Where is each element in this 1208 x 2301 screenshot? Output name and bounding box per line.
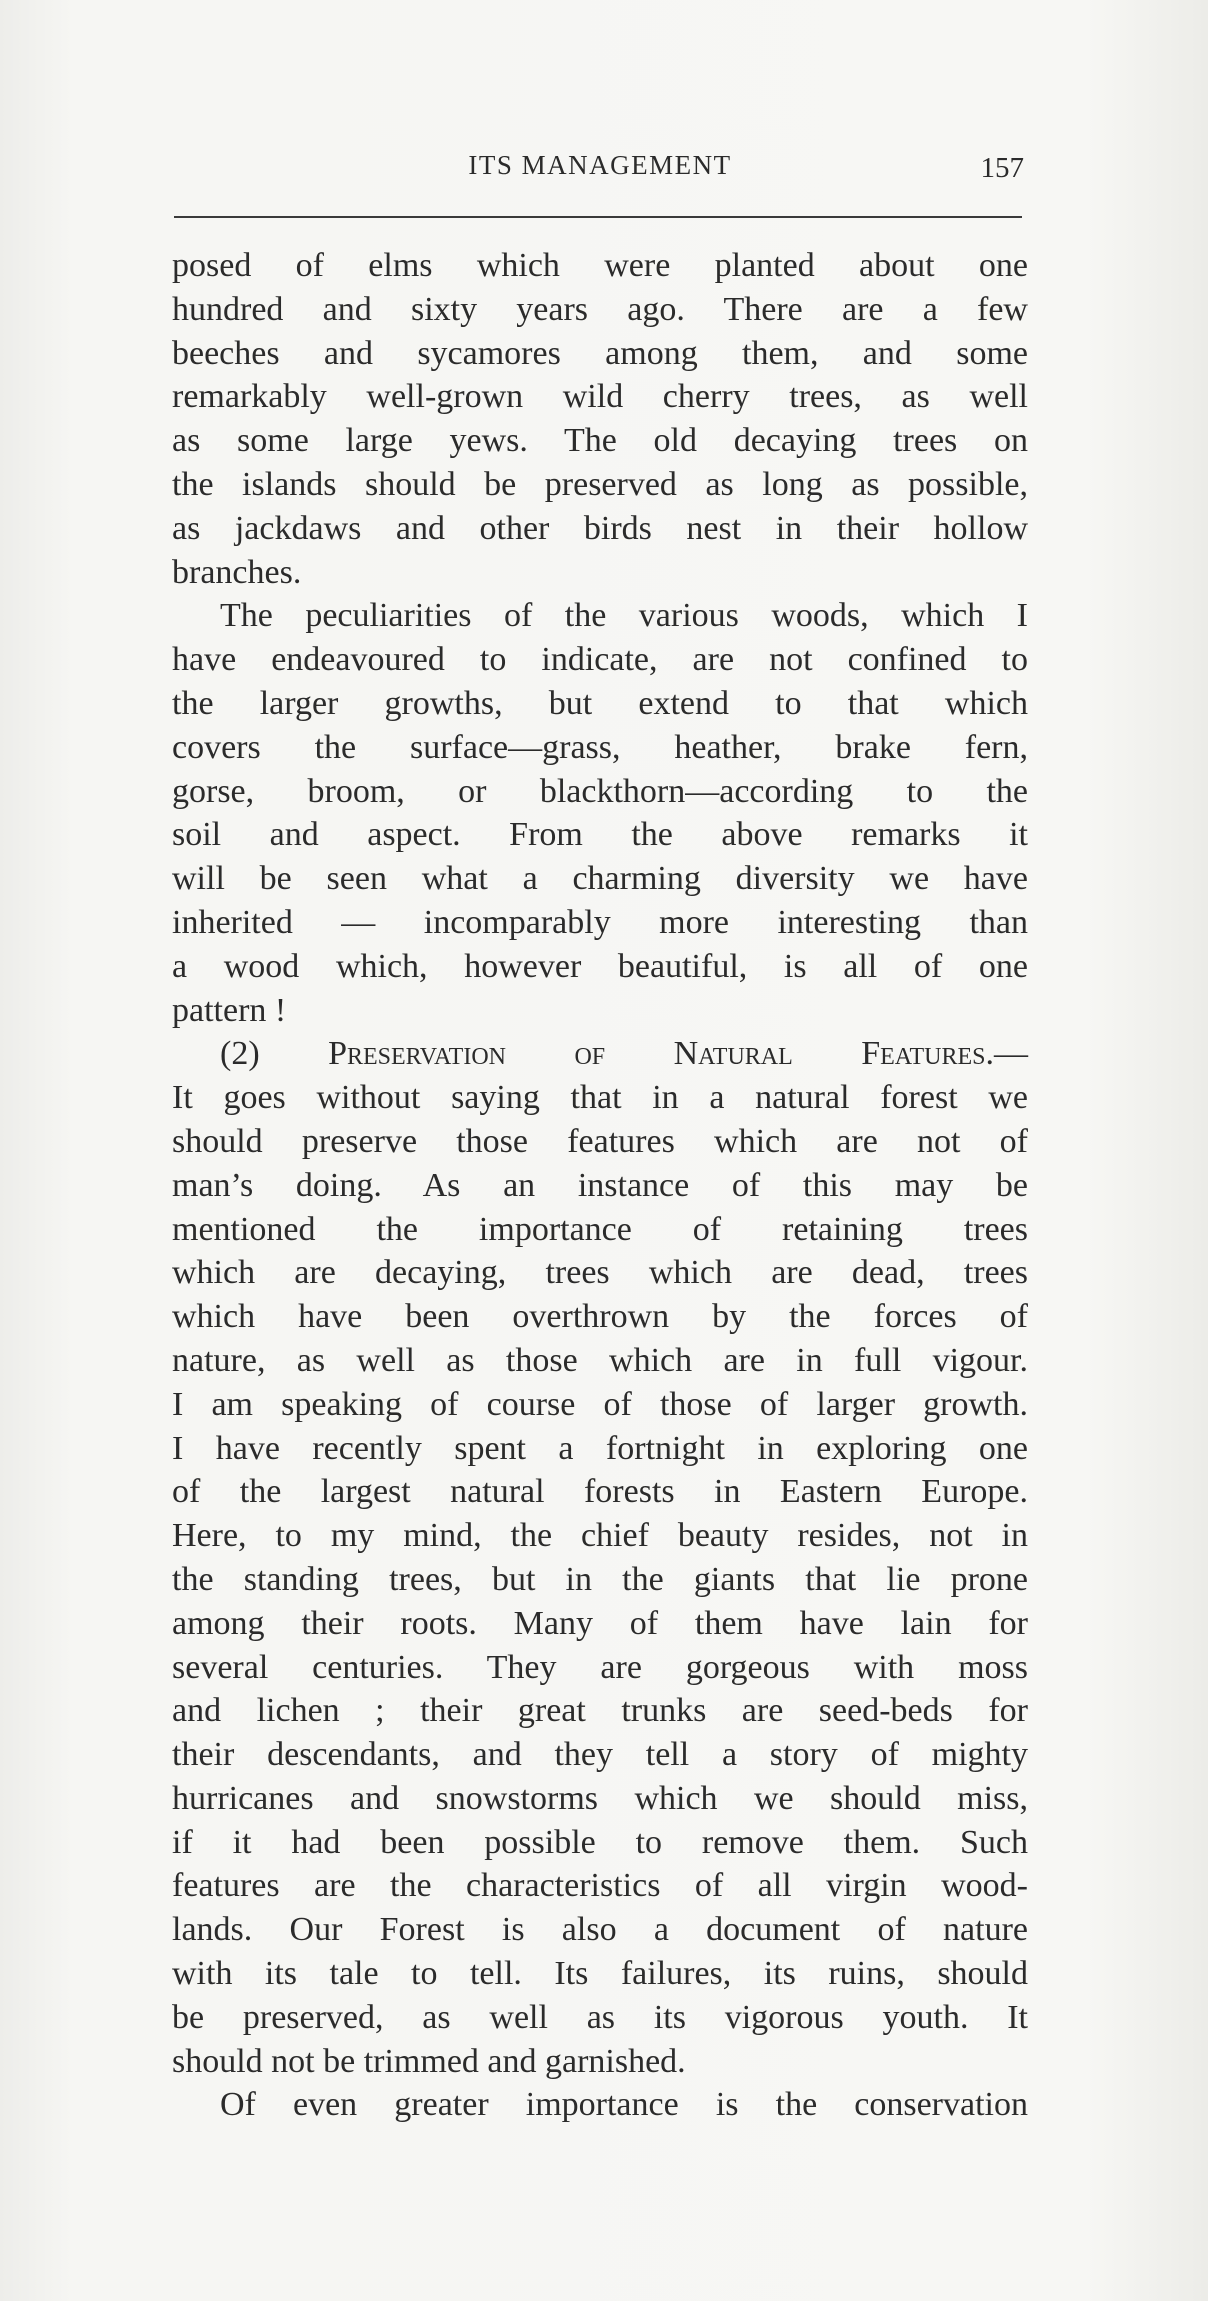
text-line: the islands should be preserved as long as possible, — [172, 465, 1028, 503]
text-line: with its tale to tell. Its failures, its ruins, should — [172, 1955, 1028, 1993]
text-line: the larger growths, but extend to that which — [172, 684, 1028, 722]
text-line: features are the characteristics of all virgin wood- — [172, 1867, 1028, 1905]
text-line: mentioned the importance of retaining trees — [172, 1210, 1028, 1248]
text-line: gorse, broom, or blackthorn—according to the — [172, 772, 1028, 810]
text-line: Here, to my mind, the chief beauty resides, not in — [172, 1517, 1028, 1555]
text-line: should preserve those features which are not of — [172, 1122, 1028, 1160]
text-line: be preserved, as well as its vigorous youth. It — [172, 1998, 1028, 2036]
text-line: I am speaking of course of those of larger growth. — [172, 1385, 1028, 1423]
text-line: if it had been possible to remove them. Such — [172, 1823, 1028, 1861]
text-line: have endeavoured to indicate, are not confined to — [172, 641, 1028, 679]
text-line: as jackdaws and other birds nest in their hollow — [172, 509, 1028, 547]
text-line: remarkably well-grown wild cherry trees, as well — [172, 378, 1028, 416]
body-text — [172, 244, 1028, 2127]
text-line: which have been overthrown by the forces of — [172, 1298, 1028, 1336]
text-line: of the largest natural forests in Eastern Europe. — [172, 1473, 1028, 1511]
text-line: their descendants, and they tell a story of mighty — [172, 1736, 1028, 1774]
text-line: among their roots. Many of them have lain for — [172, 1604, 1028, 1642]
text-line: several centuries. They are gorgeous with moss — [172, 1648, 1028, 1686]
page-number: 157 — [980, 152, 1024, 184]
text-line: hundred and sixty years ago. There are a few — [172, 290, 1028, 328]
text-line: hurricanes and snowstorms which we should miss, — [172, 1779, 1028, 1817]
header-rule — [174, 216, 1022, 218]
text-line: beeches and sycamores among them, and some — [172, 334, 1028, 372]
running-title: ITS MANAGEMENT — [468, 150, 732, 180]
text-line: soil and aspect. From the above remarks it — [172, 816, 1028, 854]
text-line: and lichen ; their great trunks are seed-beds for — [172, 1692, 1028, 1730]
page-header — [170, 150, 1030, 192]
text-line: should not be trimmed and garnished. — [172, 2042, 686, 2080]
text-line: man’s doing. As an instance of this may be — [172, 1166, 1028, 1204]
section-heading: (2) Preservation of Natural Features.— — [220, 1035, 1028, 1073]
text-line: will be seen what a charming diversity we have — [172, 860, 1028, 898]
text-line: posed of elms which were planted about one — [172, 247, 1028, 284]
text-line: I have recently spent a fortnight in exploring one — [172, 1429, 1028, 1467]
text-line: pattern ! — [172, 991, 287, 1029]
text-line: Of even greater importance is the conservation — [220, 2086, 1028, 2124]
text-line: The peculiarities of the various woods, which I — [220, 597, 1028, 635]
text-line: inherited — incomparably more interesting than — [172, 903, 1028, 941]
text-line: It goes without saying that in a natural forest we — [172, 1079, 1028, 1117]
text-line: nature, as well as those which are in full vigour. — [172, 1341, 1028, 1379]
text-line: covers the surface—grass, heather, brake fern, — [172, 728, 1028, 766]
text-line: which are decaying, trees which are dead, trees — [172, 1254, 1028, 1292]
text-line: a wood which, however beautiful, is all of one — [172, 947, 1028, 985]
text-line: the standing trees, but in the giants that lie prone — [172, 1560, 1028, 1598]
text-line: branches. — [172, 553, 302, 591]
text-line: lands. Our Forest is also a document of nature — [172, 1911, 1028, 1949]
text-line: as some large yews. The old decaying trees on — [172, 422, 1028, 460]
